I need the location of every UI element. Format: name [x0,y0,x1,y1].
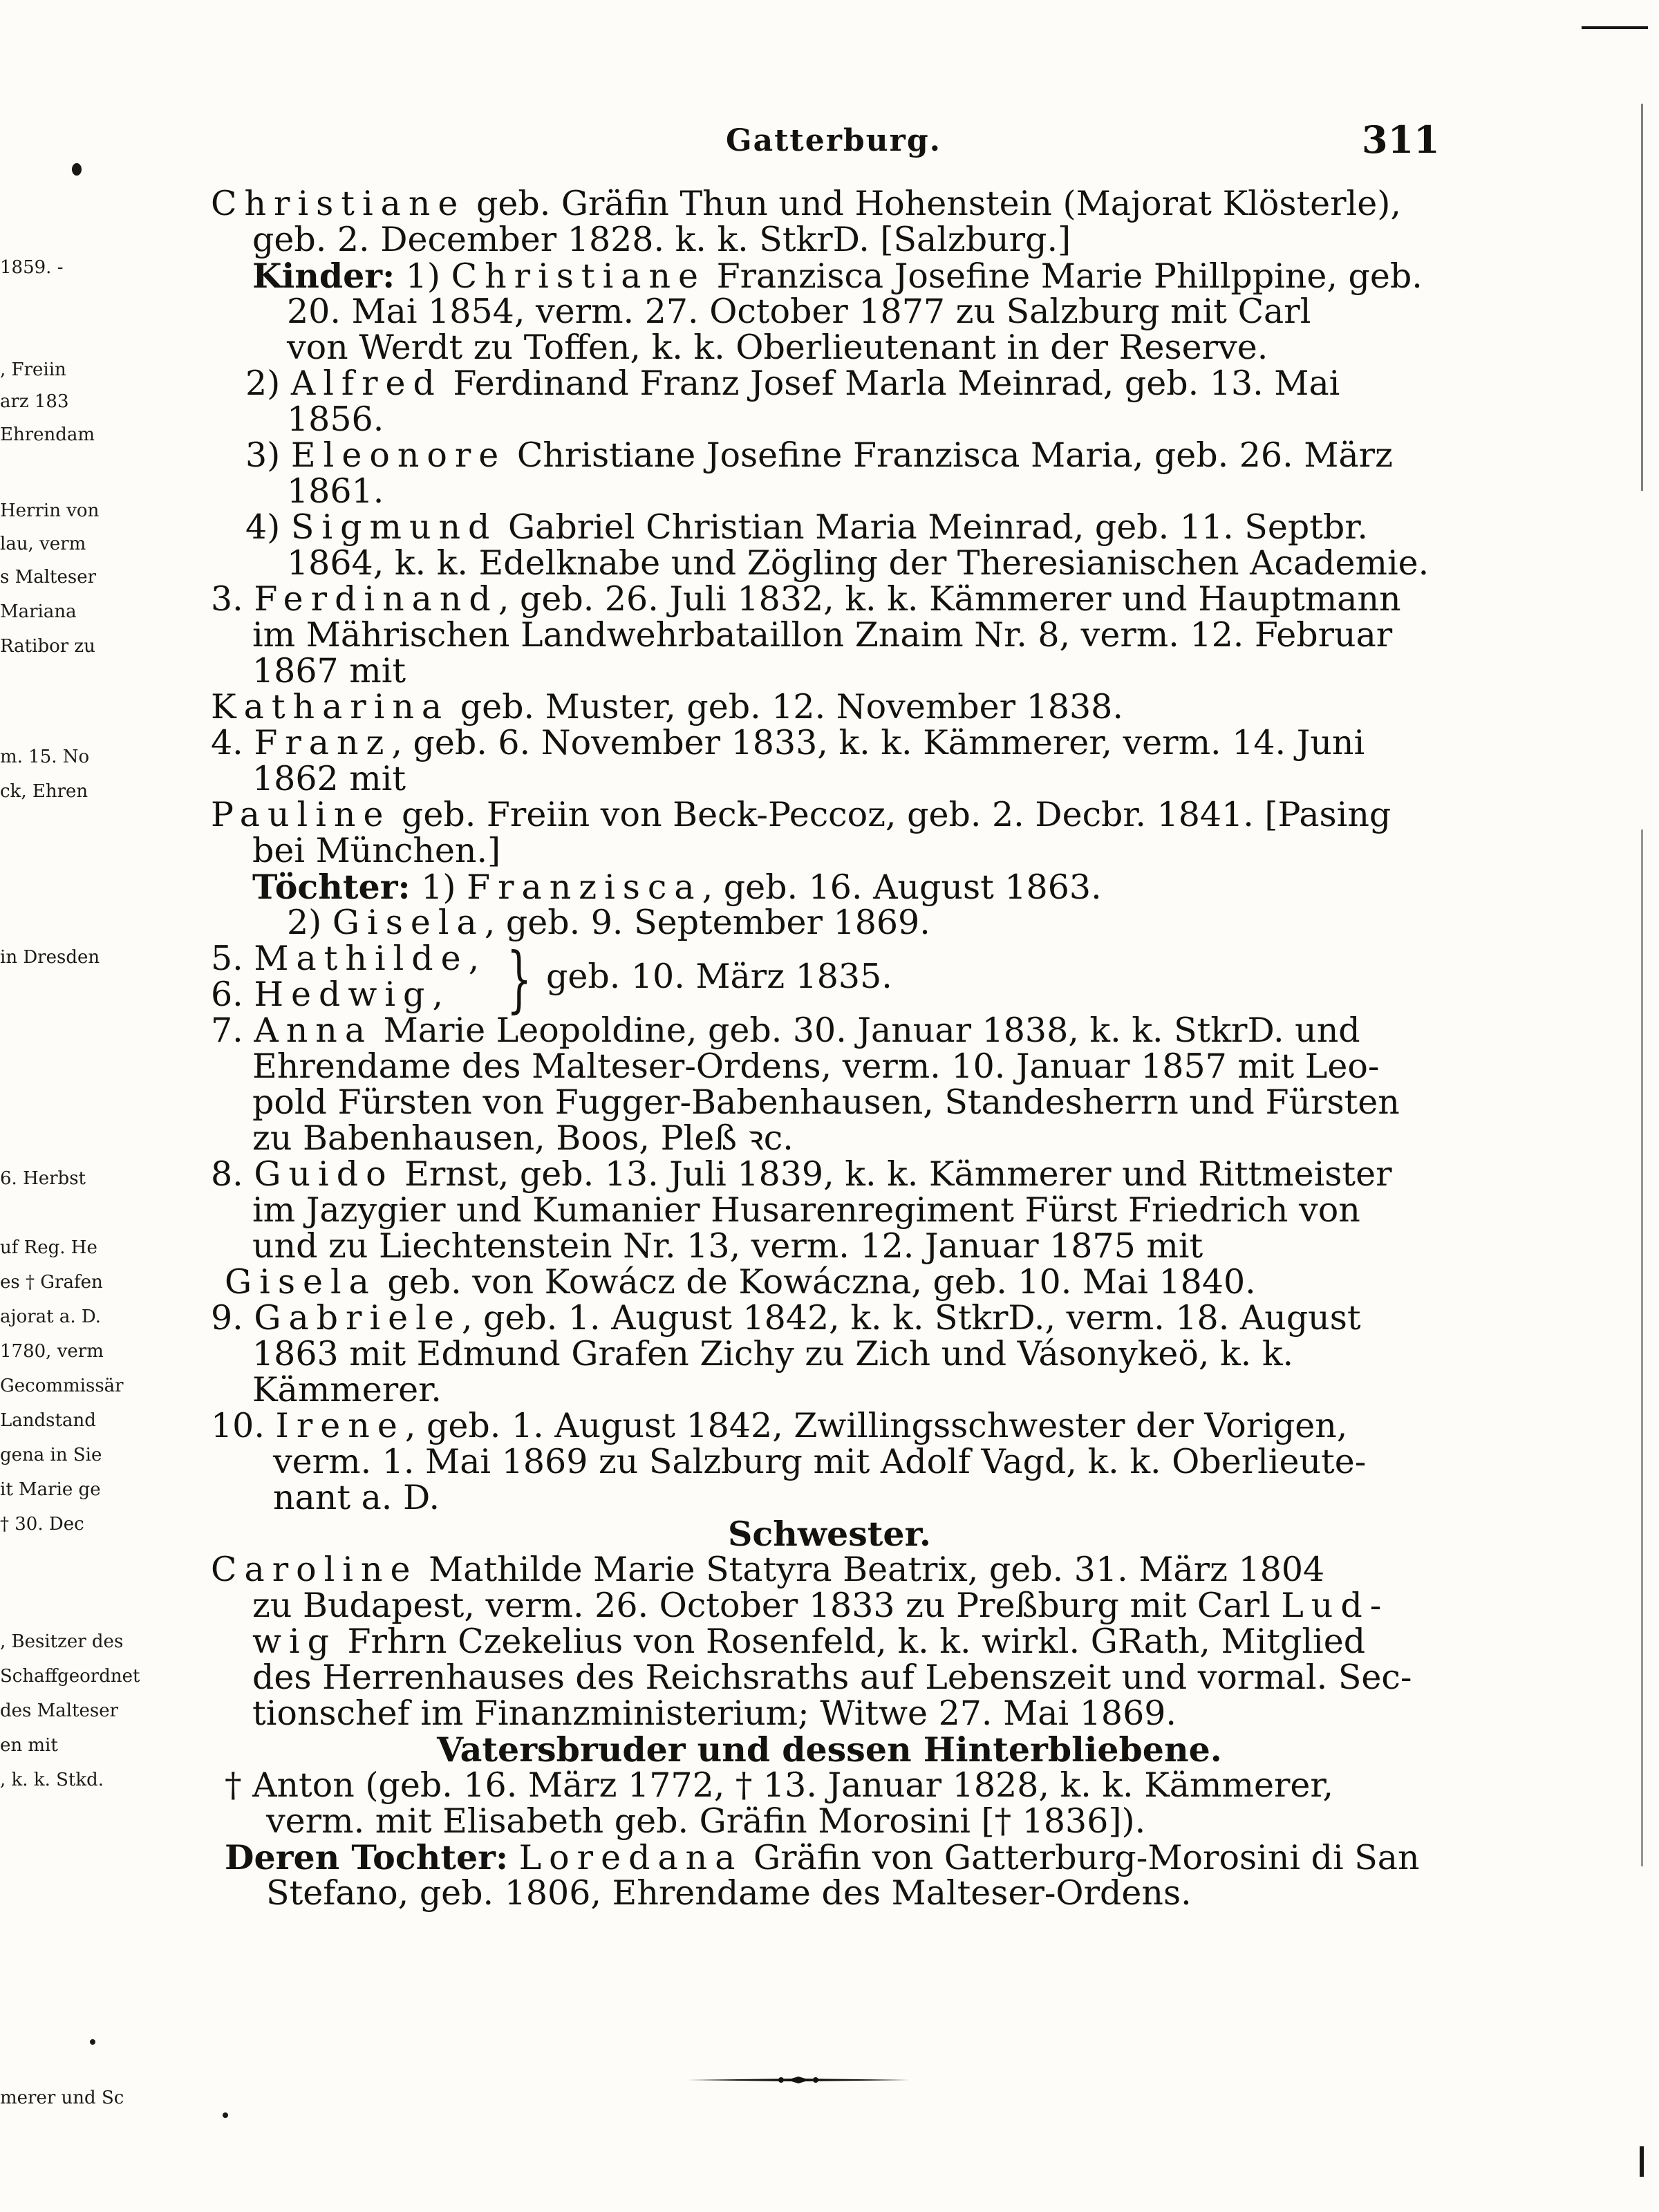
entry-line: Gisela geb. von Kowácz de Kowáczna, geb. 10. Mai 1840. [225,1262,1256,1302]
right-edge-marks [1576,0,1659,2212]
page-number: 311 [1362,118,1440,162]
margin-fragment: Landstand [0,1410,96,1431]
entry-line: tionschef im Finanzministerium; Witwe 27. Mai 1869. [252,1694,1177,1733]
margin-fragment: , k. k. Stkd. [0,1770,104,1790]
entry-line: 1864, k. k. Edelknabe und Zögling der Theresianischen Academie. [287,543,1430,583]
person-name: Eleonore [290,435,507,475]
left-margin-residue [0,0,140,2212]
margin-fragment: Ehrendam [0,424,95,445]
entry-line: 2) Gisela, geb. 9. September 1869. [287,903,930,942]
margin-fragment: , Freiin [0,359,66,380]
entry-line: 7. Anna Marie Leopoldine, geb. 30. Januar 1838, k. k. StkrD. und [211,1011,1360,1050]
entry-line: Pauline geb. Freiin von Beck-Peccoz, geb. 2. Decbr. 1841. [Pasing [211,795,1391,834]
entry-line: und zu Liechtenstein Nr. 13, verm. 12. Januar 1875 mit [252,1226,1203,1266]
end-ornament [688,2074,909,2086]
entry-line: 1861. [287,471,384,511]
person-name: Sigmund [290,507,498,547]
entry-line: 1856. [287,400,384,439]
entry-line: Stefano, geb. 1806, Ehrendame des Malteser-Ordens. [266,1873,1192,1913]
entry-line: Deren Tochter: Loredana Gräfin von Gatterburg-Morosini di San [225,1837,1420,1877]
margin-fragment: s Malteser [0,567,97,588]
section-heading: Vatersbruder und dessen Hinterbliebene. [437,1730,1222,1770]
entry-line: 4. Franz, geb. 6. November 1833, k. k. Kämmerer, verm. 14. Juni [211,723,1365,762]
ink-speck [223,2112,228,2118]
entry-line: des Herrenhauses des Reichsraths auf Lebenszeit und vormal. Sec- [252,1658,1412,1697]
entry-line: nant a. D. [273,1478,440,1517]
entry-line: 1862 mit [252,759,406,798]
person-name: wig [252,1622,337,1661]
person-name: Hedwig, [254,975,451,1014]
running-head: Gatterburg. [726,123,941,158]
person-name: Christiane [451,256,706,296]
margin-fragment: Herrin von [0,500,100,521]
person-name: Anna [254,1011,373,1050]
person-name: Gisela [225,1262,377,1302]
entry-line: geb. 2. December 1828. k. k. StkrD. [Salzburg.] [252,220,1071,259]
entry-line: im Mährischen Landwehrbataillon Znaim Nr. 8, verm. 12. Februar [252,615,1393,655]
entry-line: bei München.] [252,831,501,870]
entry-line: 9. Gabriele, geb. 1. August 1842, k. k. StkrD., verm. 18. August [211,1298,1361,1338]
entry-line: 3. Ferdinand, geb. 26. Juli 1832, k. k. Kämmerer und Hauptmann [211,579,1401,619]
margin-fragment: , Besitzer des [0,1631,124,1652]
person-name: Christiane [211,184,466,223]
person-name: Gabriele [254,1298,462,1338]
entry-line: Kinder: 1) Christiane Franzisca Josefine Marie Phillppine, geb. [252,256,1423,296]
person-name: Katharina [211,687,450,727]
entry-line: 2) Alfred Ferdinand Franz Josef Marla Meinrad, geb. 13. Mai [245,364,1340,403]
entry-line: † Anton (geb. 16. März 1772, † 13. Januar 1828, k. k. Kämmerer, [225,1765,1333,1805]
margin-fragment: en mit [0,1735,58,1756]
margin-fragment: arz 183 [0,391,69,412]
entry-line: 4) Sigmund Gabriel Christian Maria Meinrad, geb. 11. Septbr. [245,507,1368,547]
person-name: Franzisca [467,868,702,907]
entry-line: Katharina geb. Muster, geb. 12. November 1838. [211,687,1123,727]
entry-line: 10. Irene, geb. 1. August 1842, Zwillingsschwester der Vorigen, [211,1406,1348,1445]
margin-fragment: ck, Ehren [0,781,88,802]
entry-line: Töchter: 1) Franzisca, geb. 16. August 1863. [252,867,1102,907]
edge-rule [1640,2146,1644,2177]
entry-line: pold Fürsten von Fugger-Babenhausen, Standesherrn und Fürsten [252,1082,1400,1122]
person-name: Alfred [290,364,442,403]
entry-line: Ehrendame des Malteser-Ordens, verm. 10. Januar 1857 mit Leo- [252,1047,1380,1086]
edge-rule [1582,26,1648,29]
person-name: Ferdinand [254,579,498,619]
entry-line: 20. Mai 1854, verm. 27. October 1877 zu Salzburg mit Carl [287,292,1311,331]
person-name: Irene [275,1406,405,1445]
margin-fragment: 1780, verm [0,1341,104,1362]
entry-line: von Werdt zu Toffen, k. k. Oberlieutenant in der Reserve. [287,328,1268,367]
margin-fragment: lau, verm [0,534,86,554]
person-name: Mathilde, [254,939,487,978]
margin-fragment: gena in Sie [0,1445,102,1465]
person-name: Guido [254,1154,394,1194]
entry-line: verm. mit Elisabeth geb. Gräfin Morosini [† 1836]). [266,1801,1146,1841]
edge-rule [1641,104,1643,491]
ink-speck [90,2039,95,2045]
daughter-label: Deren Tochter: [225,1837,509,1877]
margin-fragment: Ratibor zu [0,636,95,657]
margin-fragment: uf Reg. He [0,1237,97,1258]
ink-speck [72,163,82,176]
margin-fragment: 1859. - [0,257,64,278]
section-heading: Schwester. [728,1514,931,1554]
person-name: Franz [254,723,392,762]
daughters-label: Töchter: [252,867,411,907]
entry-line: 5. Mathilde, [211,939,487,978]
margin-fragment: Gecommissär [0,1376,124,1396]
grouping-brace: } [506,937,532,1021]
margin-fragment: Schaffgeordnet [0,1666,140,1687]
entry-line: verm. 1. Mai 1869 zu Salzburg mit Adolf Vagd, k. k. Oberlieute- [273,1442,1367,1481]
person-name: Loredana [518,1838,743,1877]
margin-fragment: ajorat a. D. [0,1306,102,1327]
margin-fragment: des Malteser [0,1700,119,1721]
edge-rule [1641,830,1643,1866]
margin-fragment: in Dresden [0,947,100,968]
entry-line: Kämmerer. [252,1370,442,1409]
entry-line: wig Frhrn Czekelius von Rosenfeld, k. k. wirkl. GRath, Mitglied [252,1622,1366,1661]
entry-line: 1867 mit [252,651,406,691]
entry-line: Christiane geb. Gräfin Thun und Hohenstein (Majorat Klösterle), [211,184,1401,223]
person-name: Lud- [1281,1586,1389,1625]
entry-line: zu Babenhausen, Boos, Pleß ꝛc. [252,1118,794,1158]
margin-fragment: 6. Herbst [0,1168,86,1189]
person-name: Caroline [211,1550,418,1589]
entry-line: geb. 10. März 1835. [546,957,892,996]
children-label: Kinder: [252,256,395,296]
entry-line: zu Budapest, verm. 26. October 1833 zu Preßburg mit Carl Lud- [252,1586,1389,1625]
margin-fragment: m. 15. No [0,747,90,767]
entry-line: 3) Eleonore Christiane Josefine Franzisca Maria, geb. 26. März [245,435,1393,475]
margin-fragment: merer und Sc [0,2088,124,2108]
entry-line: 6. Hedwig, [211,975,451,1014]
entry-line: Caroline Mathilde Marie Statyra Beatrix, geb. 31. März 1804 [211,1550,1325,1589]
margin-fragment: † 30. Dec [0,1514,84,1535]
entry-line: im Jazygier und Kumanier Husarenregiment Fürst Friedrich von [252,1190,1360,1230]
person-name: Pauline [211,795,391,834]
entry-line: 1863 mit Edmund Grafen Zichy zu Zich und Vásonykeö, k. k. [252,1334,1294,1374]
margin-fragment: es † Grafen [0,1272,103,1293]
margin-fragment: it Marie ge [0,1479,101,1500]
person-name: Gisela [332,903,485,942]
margin-fragment: Mariana [0,601,77,622]
entry-line: 8. Guido Ernst, geb. 13. Juli 1839, k. k. Kämmerer und Rittmeister [211,1154,1392,1194]
